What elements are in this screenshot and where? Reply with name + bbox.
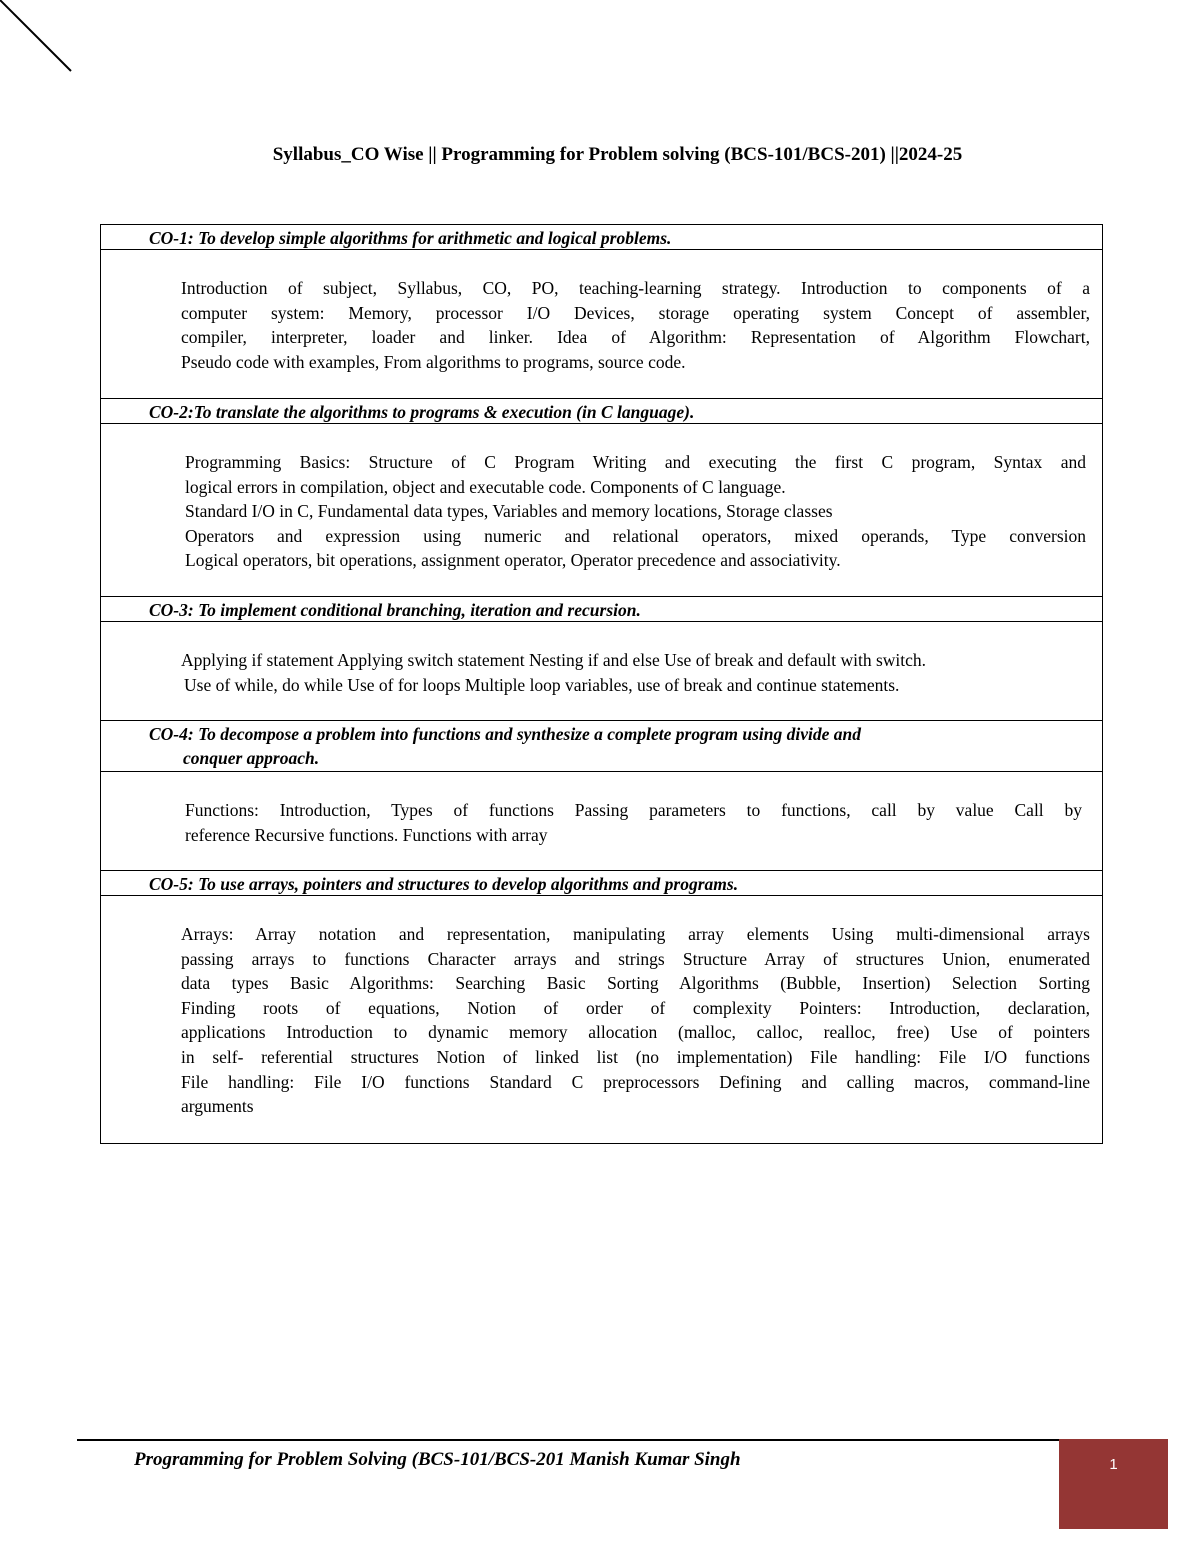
co-4-body <box>101 772 1102 871</box>
co-5-line-1: Arrays: Array notation and representation, manipulating array elements Using multi-dimensional arrays <box>181 924 1090 944</box>
co-4-header-line-2: conquer approach. <box>183 748 320 768</box>
co-2-header: CO-2:To translate the algorithms to programs & execution (in C language). <box>101 399 1102 424</box>
co-3-line-2: Use of while, do while Use of for loops Multiple loop variables, use of break and continue statements. <box>184 674 900 695</box>
co-1-line-4: Pseudo code with examples, From algorithms to programs, source code. <box>181 351 686 372</box>
co-1-line-3: compiler, interpreter, loader and linker. Idea of Algorithm: Representation of Algorithm Flowchart, <box>181 327 1090 348</box>
co-4-header <box>101 721 1102 772</box>
co-1-body <box>101 250 1102 399</box>
page-number: 1 <box>1109 1456 1118 1473</box>
co-5-body <box>101 896 1102 1143</box>
footer-rule <box>77 1439 1060 1441</box>
co-5-line-2: passing arrays to functions Character arrays and strings Structure Array of structures Union, enumerated <box>181 948 1090 969</box>
co-1-line-1: Introduction of subject, Syllabus, CO, PO, teaching-learning strategy. Introduction to components of a <box>181 278 1090 298</box>
co-5-line-3: data types Basic Algorithms: Searching Basic Sorting Algorithms (Bubble, Insertion) Selection Sorting <box>181 973 1090 994</box>
co-3-line-1: Applying if statement Applying switch statement Nesting if and else Use of break and default with switch. <box>181 650 927 670</box>
co-2-line-2: logical errors in compilation, object and executable code. Components of C language. <box>185 476 786 497</box>
co-5-line-7: File handling: File I/O functions Standard C preprocessors Defining and calling macros, command-line <box>181 1071 1090 1092</box>
co-5-header: CO-5: To use arrays, pointers and structures to develop algorithms and programs. <box>101 871 1102 896</box>
footer-text: Programming for Problem Solving (BCS-101/BCS-201 Manish Kumar Singh <box>134 1449 741 1470</box>
co-2-body <box>101 424 1102 597</box>
co-4-header-line-1: CO-4: To decompose a problem into functions and synthesize a complete program using divide and <box>149 724 862 744</box>
corner-diagonal-line <box>0 0 80 80</box>
co-1-line-2: computer system: Memory, processor I/O Devices, storage operating system Concept of assembler, <box>181 302 1090 323</box>
co-2-line-1: Programming Basics: Structure of C Program Writing and executing the first C program, Syntax and <box>185 452 1086 472</box>
co-3-header: CO-3: To implement conditional branching, iteration and recursion. <box>101 597 1102 622</box>
page-title: Syllabus_CO Wise || Programming for Problem solving (BCS-101/BCS-201) ||2024-25 <box>272 144 963 165</box>
co-1-header: CO-1: To develop simple algorithms for arithmetic and logical problems. <box>101 225 1102 250</box>
co-2-line-5: Logical operators, bit operations, assignment operator, Operator precedence and associativity. <box>185 550 841 571</box>
co-4-line-1: Functions: Introduction, Types of functions Passing parameters to functions, call by value Call by <box>185 800 1082 820</box>
page-number-box <box>1059 1439 1168 1529</box>
co-4-line-2: reference Recursive functions. Functions with array <box>185 824 548 845</box>
co-5-line-8: arguments <box>181 1096 254 1117</box>
co-5-line-4: Finding roots of equations, Notion of order of complexity Pointers: Introduction, declaration, <box>181 997 1090 1018</box>
co-3-body <box>101 622 1102 721</box>
syllabus-table <box>100 224 1103 1144</box>
co-2-line-4: Operators and expression using numeric and relational operators, mixed operands, Type conversion <box>185 525 1086 546</box>
co-5-line-5: applications Introduction to dynamic memory allocation (malloc, calloc, realloc, free) Use of pointers <box>181 1022 1090 1043</box>
co-5-line-6: in self- referential structures Notion of linked list (no implementation) File handling: File I/O functions <box>181 1046 1090 1067</box>
co-2-line-3: Standard I/O in C, Fundamental data types, Variables and memory locations, Storage classes <box>185 501 833 522</box>
